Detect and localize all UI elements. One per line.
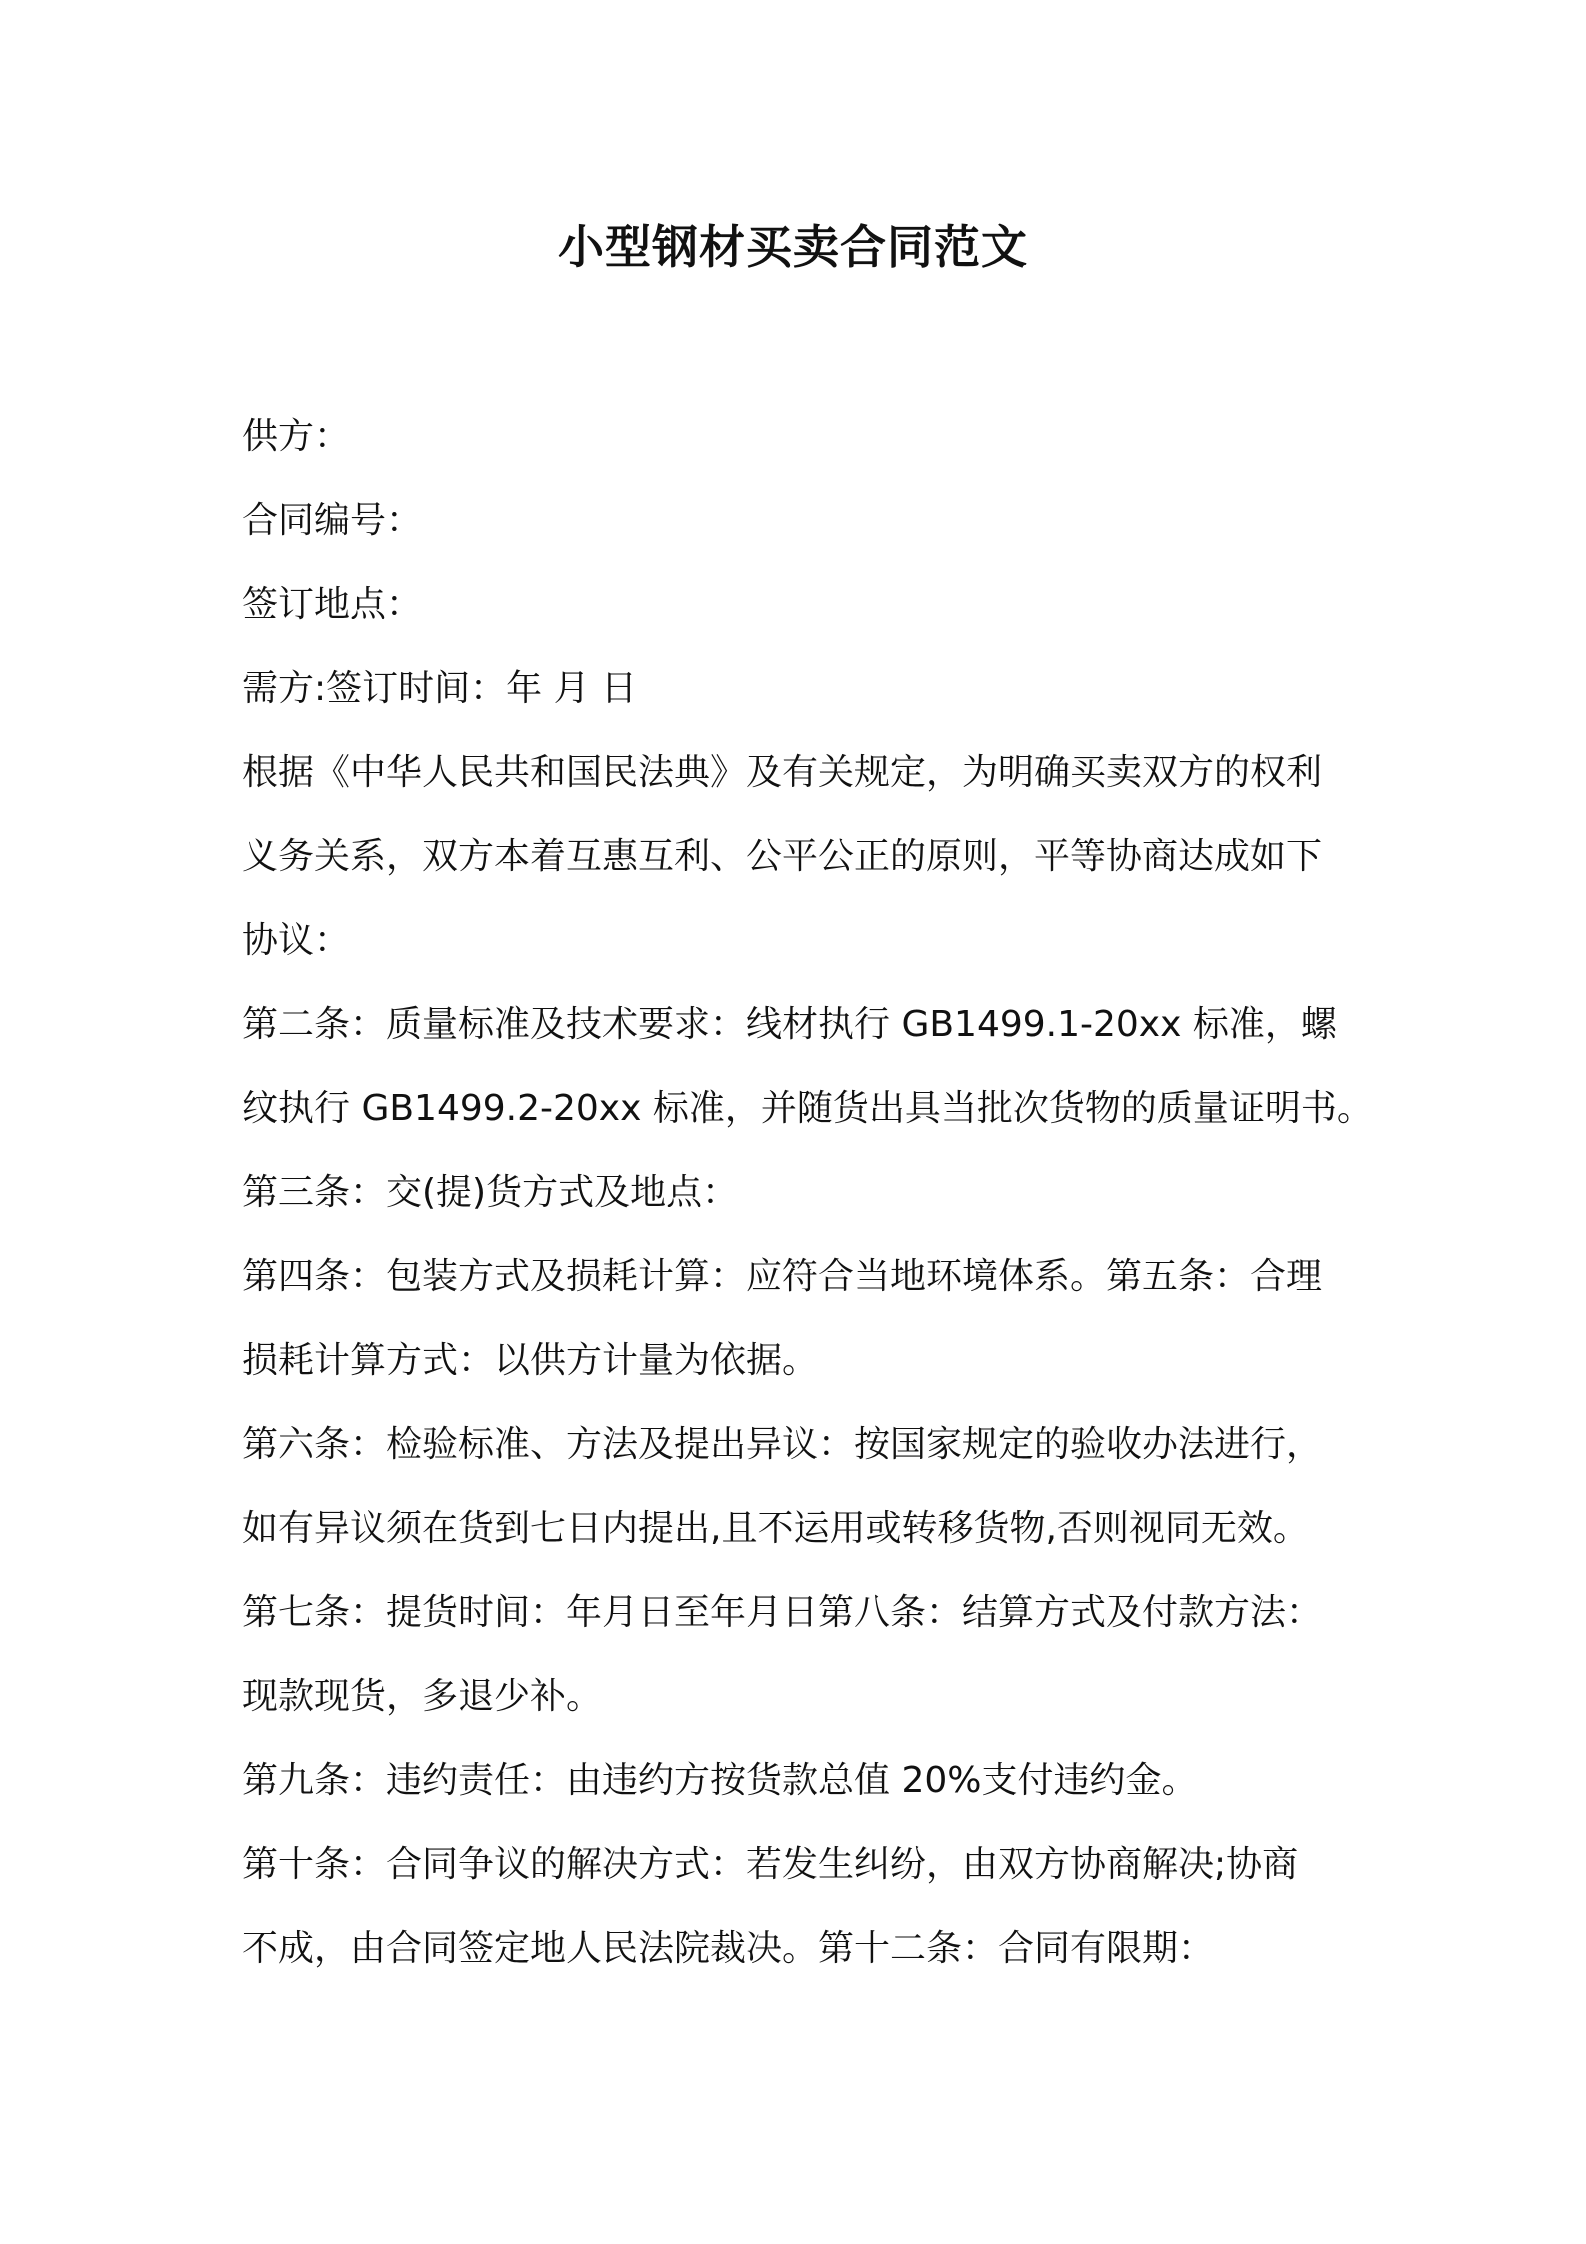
contract-number-label: 合同编号：	[242, 500, 423, 541]
clause-7-8-paragraph	[242, 1571, 1362, 1739]
clause-line: 如有异议须在货到七日内提出,且不运用或转移货物,否则视同无效。	[242, 1508, 1309, 1549]
clause-2-paragraph	[242, 983, 1373, 1151]
clause-line: 第四条：包装方式及损耗计算：应符合当地环境体系。第五条：合理	[242, 1256, 1323, 1297]
supplier-field	[242, 395, 1362, 479]
clause-line: 第十条：合同争议的解决方式：若发生纠纷，由双方协商解决;协商	[242, 1844, 1299, 1885]
clause-9-paragraph	[242, 1739, 1362, 1823]
buyer-sign-time-label: 需方:签订时间：年 月 日	[242, 668, 638, 709]
preamble-line: 义务关系，双方本着互惠互利、公平公正的原则，平等协商达成如下	[242, 836, 1323, 877]
clause-6-paragraph	[242, 1403, 1362, 1571]
document-title: 小型钢材买卖合同范文	[558, 220, 1028, 274]
clause-line: 损耗计算方式：以供方计量为依据。	[242, 1340, 819, 1381]
clause-line: 现款现货，多退少补。	[242, 1676, 603, 1717]
buyer-sign-time-field	[242, 647, 1362, 731]
clause-line: 第二条：质量标准及技术要求：线材执行 GB1499.1-20xx 标准，螺	[242, 1004, 1337, 1045]
sign-place-label: 签订地点：	[242, 584, 423, 625]
clause-4-5-paragraph	[242, 1235, 1362, 1403]
clause-10-12-paragraph	[242, 1823, 1362, 1991]
clause-line: 第七条：提货时间：年月日至年月日第八条：结算方式及付款方法：	[242, 1592, 1323, 1633]
clause-line: 第六条：检验标准、方法及提出异议：按国家规定的验收办法进行，	[242, 1424, 1323, 1465]
clause-line: 纹执行 GB1499.2-20xx 标准，并随货出具当批次货物的质量证明书。	[242, 1088, 1373, 1129]
clause-line: 第三条：交(提)货方式及地点：	[242, 1172, 739, 1213]
preamble-paragraph	[242, 731, 1362, 983]
document-body	[242, 395, 1373, 1991]
sign-place-field	[242, 563, 1362, 647]
preamble-line: 根据《中华人民共和国民法典》及有关规定，为明确买卖双方的权利	[242, 752, 1323, 793]
preamble-line: 协议：	[242, 920, 351, 961]
contract-number-field	[242, 479, 1362, 563]
clause-line: 不成，由合同签定地人民法院裁决。第十二条：合同有限期：	[242, 1928, 1215, 1969]
supplier-label: 供方：	[242, 416, 351, 457]
clause-line: 第九条：违约责任：由违约方按货款总值 20%支付违约金。	[242, 1760, 1198, 1801]
clause-3-paragraph	[242, 1151, 1362, 1235]
